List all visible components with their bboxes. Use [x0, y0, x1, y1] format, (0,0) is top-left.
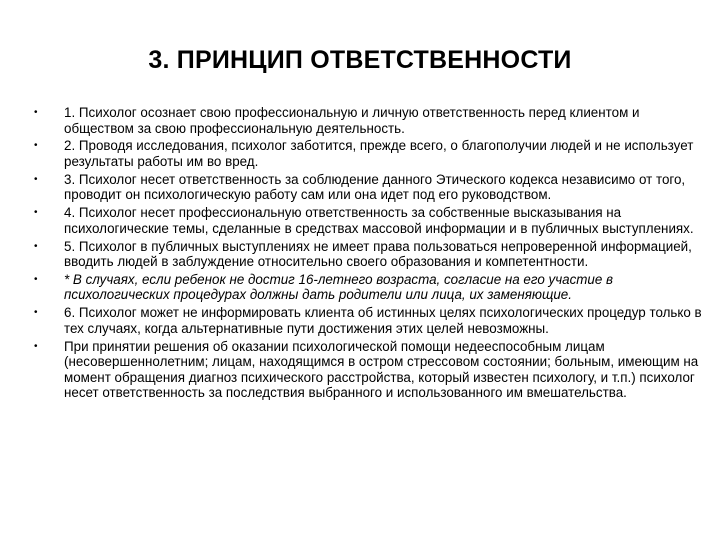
bullet-item-7 [34, 305, 704, 336]
bullet-item-3 [34, 172, 704, 203]
bullet-icon: • [34, 273, 38, 285]
bullet-item-2 [34, 138, 704, 169]
bullet-text: 3. Психолог несет ответственность за соблюдение данного Этического кодекса независимо от того, проводит он психологическую работу сам или она идет под его руководством. [64, 171, 686, 203]
bullet-item-5 [34, 239, 704, 270]
bullet-icon: • [34, 173, 38, 185]
bullet-item-4 [34, 205, 704, 236]
bullet-icon: • [34, 140, 38, 152]
bullet-text-italic-note: * В случаях, если ребенок не достиг 16-летнего возраста, согласие на его участие в психологических процедурах должны дать родители или лица, их заменяющие. [64, 271, 614, 303]
bullet-item-1 [34, 105, 704, 136]
bullet-icon: • [34, 307, 38, 319]
bullet-text: 5. Психолог в публичных выступлениях не имеет права пользоваться непроверенной информацией, вводить людей в заблуждение относительно своего образования и компетентности. [64, 238, 692, 270]
bullet-icon: • [34, 107, 38, 118]
bullet-icon: • [34, 340, 38, 352]
bullet-item-6 [34, 272, 704, 303]
bullet-text: 1. Психолог осознает свою профессиональную и личную ответственность перед клиентом и обществом за свою профессиональную деятельность. [64, 105, 640, 136]
bullet-list [34, 105, 704, 403]
bullet-item-8 [34, 339, 704, 401]
bullet-icon: • [34, 207, 38, 219]
slide-title: 3. ПРИНЦИП ОТВЕТСТВЕННОСТИ [148, 46, 572, 74]
bullet-icon: • [34, 240, 38, 252]
bullet-text: 4. Психолог несет профессиональную ответственность за собственные высказывания на психологические темы, сделанные в средствах массовой информации и в публичных выступлениях. [64, 205, 694, 236]
bullet-text: 2. Проводя исследования, психолог заботится, прежде всего, о благополучии людей и не использует результаты работы им во вред. [64, 138, 694, 169]
bullet-text: 6. Психолог может не информировать клиента об истинных целях психологических процедур только в тех случаях, когда альтернативные пути достижения этих целей невозможны. [64, 305, 702, 336]
bullet-text: При принятии решения об оказании психологической помощи недееспособным лицам (несовершеннолетним; лицам, находящимся в остром стрессовом состоянии; больным, имеющим на момент обращения диагноз психического расстройства, который известен психологу, и т.п.) психолог несет ответственность за последствия выбранного и использованного им вмешательства. [64, 338, 699, 401]
